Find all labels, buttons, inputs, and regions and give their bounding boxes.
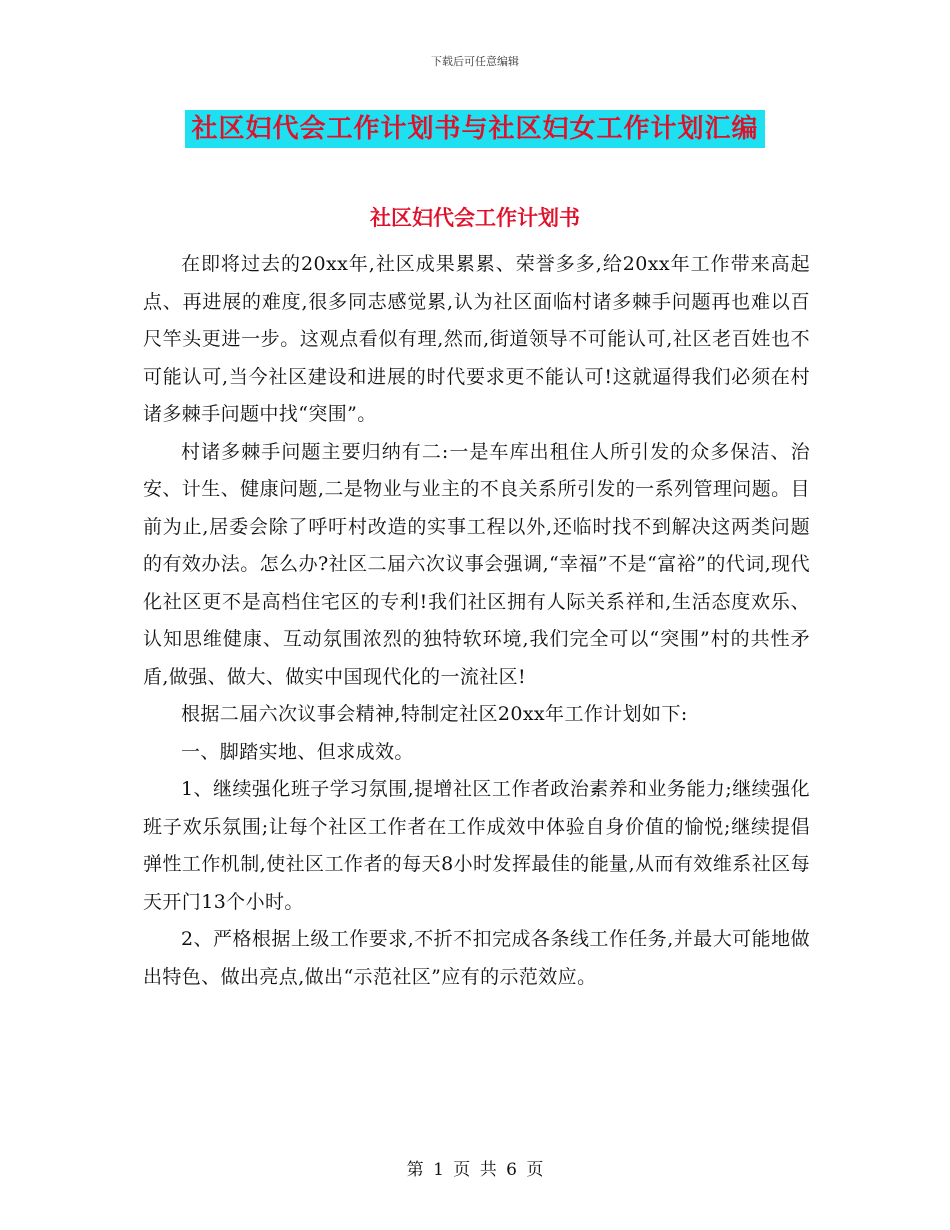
section-subtitle: 社区妇代会工作计划书	[370, 205, 580, 230]
main-title: 社区妇代会工作计划书与社区妇女工作计划汇编	[185, 110, 764, 148]
document-body	[143, 246, 810, 996]
paragraph: 2、严格根据上级工作要求,不折不扣完成各条线工作任务,并最大可能地做出特色、做出亮点,做出“示范社区”应有的示范效应。	[143, 928, 810, 988]
header-note: 下载后可任意编辑	[431, 55, 519, 68]
paragraph: 一、脚踏实地、但求成效。	[181, 740, 414, 763]
paragraph: 1、继续强化班子学习氛围,提增社区工作者政治素养和业务能力;继续强化班子欢乐氛围;让每个社区工作者在工作成效中体验自身价值的愉悦;继续提倡弹性工作机制,使社区工作者的每天8小时发挥最佳的能量,从而有效维系社区每天开门13个小时。	[143, 778, 810, 913]
paragraph: 在即将过去的20xx年,社区成果累累、荣誉多多,给20xx年工作带来高起点、再进展的难度,很多同志感觉累,认为社区面临村诸多棘手问题再也难以百尺竿头更进一步。这观点看似有理,然而,街道领导不可能认可,社区老百姓也不可能认可,当今社区建设和进展的时代要求更不能认可!这就逼得我们必须在村诸多棘手问题中找“突围”。	[143, 253, 810, 425]
main-title-container	[0, 110, 950, 148]
paragraph: 根据二届六次议事会精神,特制定社区20xx年工作计划如下:	[181, 703, 688, 725]
page-number-footer: 第 1 页 共 6 页	[406, 1160, 544, 1180]
paragraph: 村诸多棘手问题主要归纳有二:一是车库出租住人所引发的众多保洁、治安、计生、健康问题,二是物业与业主的不良关系所引发的一系列管理问题。目前为止,居委会除了呼吁村改造的实事工程以外,还临时找不到解决这两类问题的有效办法。怎么办?社区二届六次议事会强调,“幸福”不是“富裕”的代词,现代化社区更不是高档住宅区的专利!我们社区拥有人际关系祥和,生活态度欢乐、认知思维健康、互动氛围浓烈的独特软环境,我们完全可以“突围”村的共性矛盾,做强、做大、做实中国现代化的一流社区!	[143, 440, 810, 688]
